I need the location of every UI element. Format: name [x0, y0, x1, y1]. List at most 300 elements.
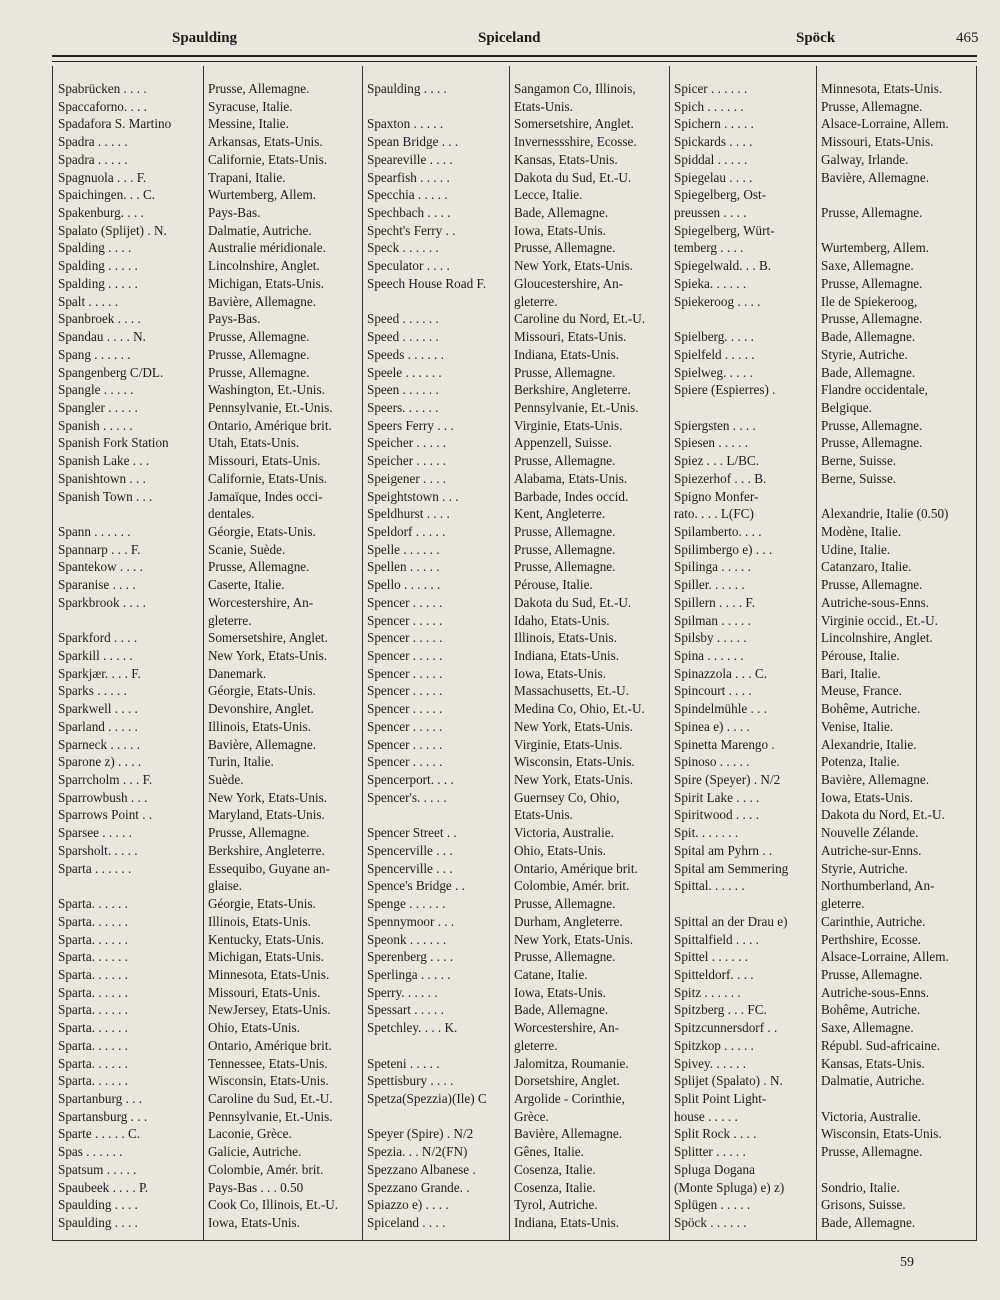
entry-location: Pennsylvanie, Et.-Unis.	[514, 399, 639, 415]
entry-location: Ohio, Etats-Unis.	[514, 842, 606, 858]
entry-location: Worcestershire, An-	[514, 1020, 620, 1036]
entry-name	[58, 612, 201, 630]
entry-name: Spettisbury . . . .	[367, 1073, 454, 1089]
entry-name: Spiergsten . . . .	[674, 417, 756, 433]
entry-name: Spiesen . . . . .	[674, 435, 748, 451]
entry-name: Spindelmühle . . .	[674, 701, 768, 717]
entry-name: Spantekow . . . .	[58, 559, 143, 575]
entry-location: Grèce.	[514, 1108, 549, 1124]
entry-name: Spetchley. . . . K.	[367, 1020, 458, 1036]
entry-name: Sparkford . . . .	[58, 630, 138, 646]
entry-location: Victoria, Australie.	[821, 1108, 921, 1124]
entry-location: Alexandrie, Italie (0.50)	[821, 506, 949, 522]
entry-name: Sperlinga . . . . .	[367, 966, 451, 982]
entry-name: Spanbroek . . . .	[58, 311, 141, 327]
entry-name	[367, 1108, 507, 1126]
entry-location: Prusse, Allemagne.	[514, 453, 616, 469]
entry-name: Sparkbrook . . . .	[58, 594, 146, 610]
entry-name: Spaulding . . . .	[58, 1197, 138, 1213]
entry-location: Prusse, Allemagne.	[208, 81, 310, 96]
entry-location: Messine, Italie.	[208, 116, 289, 132]
entry-name: Spitzberg . . . FC.	[674, 1002, 767, 1018]
entry-name: Spannarp . . . F.	[58, 541, 141, 557]
entry-name: Spetza(Spezzia)(Ile) C	[367, 1090, 487, 1106]
entry-name: Sparta . . . . . .	[58, 860, 132, 876]
entry-name: Sparta. . . . . .	[58, 966, 128, 982]
entry-name: Splijet (Spalato) . N.	[674, 1073, 783, 1089]
entry-name: Spital am Pyhrn . .	[674, 842, 773, 858]
entry-location: Caroline du Sud, Et.-U.	[208, 1090, 333, 1106]
entry-name: Specht's Ferry . .	[367, 222, 456, 238]
entry-location: Devonshire, Anglet.	[208, 701, 314, 717]
entry-name: Split Rock . . . .	[674, 1126, 757, 1142]
entry-name: Spencer . . . . .	[367, 683, 443, 699]
entry-location: Dakota du Sud, Et.-U.	[514, 169, 632, 185]
entry-location: Prusse, Allemagne.	[514, 364, 616, 380]
entry-name: preussen . . . .	[674, 205, 747, 221]
entry-location: Turin, Italie.	[208, 754, 274, 770]
column-2-names	[367, 80, 507, 1232]
entry-location: Lecce, Italie.	[514, 187, 583, 203]
entry-location: Prusse, Allemagne.	[514, 949, 616, 965]
entry-name: Spaccaforno. . . .	[58, 98, 147, 114]
entry-location: Wurtemberg, Allem.	[208, 187, 316, 203]
entry-location: Gênes, Italie.	[514, 1144, 584, 1160]
entry-location: Gloucestershire, An-	[514, 275, 624, 291]
entry-name: Spencerport. . . .	[367, 772, 454, 788]
entry-name: Speldhurst . . . .	[367, 506, 450, 522]
column-2-places	[514, 80, 667, 1232]
entry-location: Colombie, Amér. brit.	[514, 878, 630, 894]
entry-location: Sondrio, Italie.	[821, 1179, 900, 1195]
entry-location: Républ. Sud-africaine.	[821, 1037, 941, 1053]
entry-location: Argolide - Corinthie,	[514, 1090, 625, 1106]
entry-name: Spiazzo e) . . . .	[367, 1197, 449, 1213]
entry-location: Tennessee, Etats-Unis.	[208, 1055, 328, 1071]
entry-name: Spillern . . . . F.	[674, 594, 756, 610]
entry-name: Sparkjær. . . . F.	[58, 665, 141, 681]
entry-location	[821, 1090, 971, 1108]
entry-location: Iowa, Etats-Unis.	[821, 789, 913, 805]
entry-location: Jamaïque, Indes occi-	[208, 488, 323, 504]
entry-location: Bavière, Allemagne.	[208, 293, 317, 309]
entry-name: Sparland . . . . .	[58, 718, 138, 734]
column-3-places	[821, 80, 971, 1232]
entry-name: Spital am Semmering	[674, 860, 789, 876]
entry-name: Speen . . . . . .	[367, 382, 439, 398]
entry-name: Spaulding . . . .	[367, 81, 447, 96]
entry-location: Bavière, Allemagne.	[821, 772, 930, 788]
entry-name: Spilamberto. . . .	[674, 523, 762, 539]
entry-location: Bohême, Autriche.	[821, 1002, 921, 1018]
entry-name: Spitz . . . . . .	[674, 984, 741, 1000]
entry-name: Sparneck . . . . .	[58, 736, 141, 752]
entry-location: New York, Etats-Unis.	[514, 931, 634, 947]
entry-location: Alexandrie, Italie.	[821, 736, 917, 752]
entry-location: Syracuse, Italie.	[208, 98, 293, 114]
entry-name: Sparta. . . . . .	[58, 896, 128, 912]
entry-name: Spiddal . . . . .	[674, 151, 748, 167]
entry-location: Ontario, Amérique brit.	[208, 417, 332, 433]
entry-name: Spiez . . . L/BC.	[674, 453, 759, 469]
entry-location: Bavière, Allemagne.	[514, 1126, 623, 1142]
entry-location: Autriche-sur-Enns.	[821, 842, 922, 858]
entry-name: Sparks . . . . .	[58, 683, 127, 699]
entry-location: Etats-Unis.	[514, 98, 573, 114]
entry-location: Prusse, Allemagne.	[821, 577, 923, 593]
entry-location: Saxe, Allemagne.	[821, 1020, 914, 1036]
entry-name: Spabrücken . . . .	[58, 81, 147, 96]
entry-name: Spence's Bridge . .	[367, 878, 465, 894]
entry-name: Spechbach . . . .	[367, 205, 451, 221]
entry-name: Spencer . . . . .	[367, 754, 443, 770]
entry-location: New York, Etats-Unis.	[514, 772, 634, 788]
entry-location: Dalmatie, Autriche.	[208, 222, 312, 238]
entry-location: Autriche-sous-Enns.	[821, 984, 930, 1000]
entry-name: Speck . . . . . .	[367, 240, 439, 256]
entry-location: Prusse, Allemagne.	[821, 98, 923, 114]
entry-location: Californie, Etats-Unis.	[208, 151, 328, 167]
header-rule-thick	[52, 55, 977, 57]
entry-location: Catane, Italie.	[514, 966, 588, 982]
entry-location: Prusse, Allemagne.	[821, 1144, 923, 1160]
entry-location: Prusse, Allemagne.	[821, 275, 923, 291]
entry-name: Spiegelau . . . .	[674, 169, 753, 185]
entry-name	[674, 310, 814, 328]
entry-location: Prusse, Allemagne.	[514, 541, 616, 557]
entry-location: Washington, Et.-Unis.	[208, 382, 325, 398]
entry-location: Bavière, Allemagne.	[208, 736, 317, 752]
entry-location: Bade, Allemagne.	[514, 205, 609, 221]
entry-location: Massachusetts, Et.-U.	[514, 683, 630, 699]
column-1-places	[208, 80, 360, 1232]
entry-name: Sparanise . . . .	[58, 577, 136, 593]
entry-name: Speicher . . . . .	[367, 453, 447, 469]
entry-location: gleterre.	[208, 612, 252, 628]
entry-location: Berne, Suisse.	[821, 453, 897, 469]
header-left-word: Spaulding	[172, 30, 238, 46]
entry-name	[674, 399, 814, 417]
entry-name: Splitter . . . . .	[674, 1144, 746, 1160]
entry-name: Spielberg. . . . .	[674, 329, 754, 345]
entry-name: Spalding . . . . .	[58, 275, 138, 291]
entry-name: Spello . . . . . .	[367, 577, 441, 593]
entry-name: house . . . . .	[674, 1108, 738, 1124]
entry-name: Sparta. . . . . .	[58, 1037, 128, 1053]
entry-name: Speers. . . . . .	[367, 399, 439, 415]
entry-location: Maryland, Etats-Unis.	[208, 807, 325, 823]
entry-location: Northumberland, An-	[821, 878, 935, 894]
entry-name: Speculator . . . .	[367, 258, 450, 274]
entry-name: Spencerville . . .	[367, 860, 453, 876]
entry-name: Spieka. . . . . .	[674, 275, 747, 291]
entry-location: Alsace-Lorraine, Allem.	[821, 949, 949, 965]
entry-location: Suède.	[208, 772, 244, 788]
entry-name: Spöck . . . . . .	[674, 1215, 747, 1230]
column-divider	[816, 66, 817, 1240]
entry-name: Spincourt . . . .	[674, 683, 752, 699]
entry-name: Spinetta Marengo .	[674, 736, 775, 752]
entry-name: Spencerville . . .	[367, 842, 453, 858]
entry-location: New York, Etats-Unis.	[514, 718, 634, 734]
entry-location: Wisconsin, Etats-Unis.	[514, 754, 635, 770]
entry-name: Spadra . . . . .	[58, 134, 128, 150]
entry-name: Spina . . . . . .	[674, 648, 744, 663]
entry-location: Alabama, Etats-Unis.	[514, 470, 628, 486]
entry-name: Spalding . . . . .	[58, 258, 138, 274]
entry-location: Bade, Allemagne.	[821, 329, 916, 345]
entry-location: Bari, Italie.	[821, 665, 881, 681]
entry-location: Caserte, Italie.	[208, 577, 285, 593]
entry-name: Sparta. . . . . .	[58, 1055, 128, 1071]
entry-location: New York, Etats-Unis.	[208, 648, 328, 663]
entry-location: Pérouse, Italie.	[514, 577, 593, 593]
entry-name: rato. . . . L(FC)	[674, 506, 754, 522]
entry-location: Berkshire, Angleterre.	[514, 382, 631, 398]
entry-location: Dalmatie, Autriche.	[821, 1073, 925, 1089]
entry-name: Spirit Lake . . . .	[674, 789, 760, 805]
entry-location: Belgique.	[821, 399, 872, 415]
entry-name: Sparta. . . . . .	[58, 1020, 128, 1036]
entry-location: Scanie, Suède.	[208, 541, 286, 557]
entry-location: Iowa, Etats-Unis.	[514, 665, 606, 681]
entry-name: Spittel . . . . . .	[674, 949, 748, 965]
entry-name: Spilinga . . . . .	[674, 559, 751, 575]
entry-location: Catanzaro, Italie.	[821, 559, 912, 575]
entry-location: Barbade, Indes occid.	[514, 488, 629, 504]
column-3-names	[674, 80, 814, 1232]
entry-location: Lincolnshire, Anglet.	[208, 258, 320, 274]
entry-name: Spellen . . . . .	[367, 559, 440, 575]
signature-number: 59	[900, 1255, 914, 1270]
entry-location: Prusse, Allemagne.	[821, 435, 923, 451]
entry-location: Venise, Italie.	[821, 718, 894, 734]
entry-location: Danemark.	[208, 665, 267, 681]
entry-location: Potenza, Italie.	[821, 754, 900, 770]
entry-name: Spiegelberg, Ost-	[674, 187, 767, 203]
entry-location: Carinthie, Autriche.	[821, 913, 926, 929]
entry-name: Spadafora S. Martino	[58, 116, 172, 132]
entry-name: Spiritwood . . . .	[674, 807, 759, 823]
entry-name: temberg . . . .	[674, 240, 744, 256]
entry-name: Sparta. . . . . .	[58, 913, 128, 929]
entry-name: Speyer (Spire) . N/2	[367, 1126, 474, 1142]
entry-location: Indiana, Etats-Unis.	[514, 346, 620, 362]
entry-location: glaise.	[208, 878, 243, 894]
entry-name: Spencer . . . . .	[367, 594, 443, 610]
entry-location: New York, Etats-Unis.	[208, 789, 328, 805]
entry-location	[821, 488, 971, 506]
entry-name: Spelle . . . . . .	[367, 541, 440, 557]
entry-name: Spielfeld . . . . .	[674, 346, 755, 362]
entry-name: Splügen . . . . .	[674, 1197, 751, 1213]
entry-name	[674, 895, 814, 913]
entry-name: Spittalfield . . . .	[674, 931, 759, 947]
entry-name: Spagnuola . . . F.	[58, 169, 147, 185]
entry-location: Pays-Bas.	[208, 311, 261, 327]
entry-location: Udine, Italie.	[821, 541, 891, 557]
entry-location: Prusse, Allemagne.	[514, 559, 616, 575]
header-center-word: Spiceland	[478, 30, 541, 46]
entry-name: Speonk . . . . . .	[367, 931, 447, 947]
entry-name: Spittal an der Drau e)	[674, 913, 788, 929]
entry-name: Sparta. . . . . .	[58, 984, 128, 1000]
entry-location: Prusse, Allemagne.	[208, 559, 310, 575]
entry-location: Géorgie, Etats-Unis.	[208, 523, 316, 539]
entry-name	[367, 98, 507, 116]
entry-location: Prusse, Allemagne.	[208, 329, 310, 345]
entry-location: Prusse, Allemagne.	[821, 417, 923, 433]
entry-location: Arkansas, Etats-Unis.	[208, 134, 323, 150]
entry-location: Worcestershire, An-	[208, 594, 314, 610]
entry-name: Spitteldorf. . . .	[674, 966, 754, 982]
entry-location: Caroline du Nord, Et.-U.	[514, 311, 646, 327]
entry-location: Virginie occid., Et.-U.	[821, 612, 938, 628]
entry-name: Spiller. . . . . .	[674, 577, 745, 593]
entry-name: Speicher . . . . .	[367, 435, 447, 451]
entry-location: Kentucky, Etats-Unis.	[208, 931, 324, 947]
entry-name: Spanish Fork Station	[58, 435, 169, 451]
entry-name: Speteni . . . . .	[367, 1055, 440, 1071]
entry-name: Spakenburg. . . .	[58, 205, 144, 221]
entry-name: Sperenberg . . . .	[367, 949, 454, 965]
entry-location: Wurtemberg, Allem.	[821, 240, 929, 256]
entry-location	[821, 222, 971, 240]
entry-location: Saxe, Allemagne.	[821, 258, 914, 274]
entry-name: Sparone z) . . . .	[58, 754, 142, 770]
entry-name: Spandau . . . . N.	[58, 329, 146, 345]
entry-name: Sparte . . . . . C.	[58, 1126, 141, 1142]
entry-name: Spencer . . . . .	[367, 665, 443, 681]
entry-name: Spiekeroog . . . .	[674, 293, 761, 309]
entry-location: Illinois, Etats-Unis.	[208, 913, 311, 929]
entry-name: (Monte Spluga) e) z)	[674, 1179, 785, 1195]
entry-location: Iowa, Etats-Unis.	[208, 1215, 300, 1230]
entry-location: Dakota du Nord, Et.-U.	[821, 807, 945, 823]
entry-location: Pennsylvanie, Et.-Unis.	[208, 1108, 333, 1124]
column-divider	[362, 66, 363, 1240]
entry-location: Indiana, Etats-Unis.	[514, 1215, 620, 1230]
entry-location: Styrie, Autriche.	[821, 860, 908, 876]
entry-location: Etats-Unis.	[514, 807, 573, 823]
entry-location: Meuse, France.	[821, 683, 902, 699]
entry-name: Spinea e) . . . .	[674, 718, 750, 734]
entry-name: Spinazzola . . . C.	[674, 665, 768, 681]
entry-name	[367, 293, 507, 311]
entry-location: Utah, Etats-Unis.	[208, 435, 300, 451]
entry-name: Sparsee . . . . .	[58, 825, 132, 841]
entry-name: Spaxton . . . . .	[367, 116, 444, 132]
entry-location: Missouri, Etats-Unis.	[208, 984, 321, 1000]
entry-location: Pays-Bas.	[208, 205, 261, 221]
entry-name: Spire (Speyer) . N/2	[674, 772, 781, 788]
entry-name: Sparrcholm . . . F.	[58, 772, 153, 788]
entry-location: Prusse, Allemagne.	[514, 240, 616, 256]
entry-name: Spadra . . . . .	[58, 151, 128, 167]
entry-location: Prusse, Allemagne.	[821, 966, 923, 982]
entry-location: Prusse, Allemagne.	[821, 311, 923, 327]
entry-location: Bade, Allemagne.	[821, 364, 916, 380]
entry-location: Prusse, Allemagne.	[821, 205, 923, 221]
entry-location: Jalomitza, Roumanie.	[514, 1055, 629, 1071]
entry-location: Prusse, Allemagne.	[208, 364, 310, 380]
entry-name: Sparta. . . . . .	[58, 931, 128, 947]
entry-location: Missouri, Etats-Unis.	[821, 134, 934, 150]
entry-location: Prusse, Allemagne.	[514, 896, 616, 912]
entry-name: Spicer . . . . . .	[674, 81, 748, 96]
entry-location: Ontario, Amérique brit.	[208, 1037, 332, 1053]
entry-name: Spartanburg . . .	[58, 1090, 142, 1106]
entry-name: Spickards . . . .	[674, 134, 753, 150]
entry-name: Spencer . . . . .	[367, 718, 443, 734]
entry-location: Virginie, Etats-Unis.	[514, 417, 623, 433]
entry-name: Spezia. . . N/2(FN)	[367, 1144, 468, 1160]
entry-name: Sparkwell . . . .	[58, 701, 138, 717]
entry-location: Berkshire, Angleterre.	[208, 842, 325, 858]
entry-location: Kent, Angleterre.	[514, 506, 606, 522]
entry-name: Spluga Dogana	[674, 1161, 755, 1177]
entry-name: Split Point Light-	[674, 1090, 767, 1106]
entry-location: Cook Co, Illinois, Et.-U.	[208, 1197, 339, 1213]
entry-name: Speareville . . . .	[367, 151, 453, 167]
entry-location: Galway, Irlande.	[821, 151, 909, 167]
entry-location: Indiana, Etats-Unis.	[514, 648, 620, 663]
entry-name: Spas . . . . . .	[58, 1144, 123, 1160]
running-header	[0, 26, 1000, 50]
entry-name: Spittal. . . . . .	[674, 878, 745, 894]
entry-name: Speightstown . . .	[367, 488, 459, 504]
entry-name: Speech House Road F.	[367, 275, 487, 291]
entry-location: Géorgie, Etats-Unis.	[208, 683, 316, 699]
entry-location: Appenzell, Suisse.	[514, 435, 612, 451]
entry-location: Minnesota, Etats-Unis.	[208, 966, 330, 982]
entry-name: Spit. . . . . . .	[674, 825, 739, 841]
entry-location: Wisconsin, Etats-Unis.	[208, 1073, 329, 1089]
entry-location: Pennsylvanie, Et.-Unis.	[208, 399, 333, 415]
entry-location: Ontario, Amérique brit.	[514, 860, 638, 876]
entry-name: Spenge . . . . . .	[367, 896, 446, 912]
entry-location: Ohio, Etats-Unis.	[208, 1020, 300, 1036]
entry-location: Durham, Angleterre.	[514, 913, 623, 929]
entry-name: Spanish Town . . .	[58, 488, 153, 504]
entry-location: Dakota du Sud, Et.-U.	[514, 594, 632, 610]
entry-name: Sparrowbush . . .	[58, 789, 148, 805]
entry-name: Spencer Street . .	[367, 825, 457, 841]
entry-location: Prusse, Allemagne.	[208, 346, 310, 362]
entry-name: Sparta. . . . . .	[58, 1002, 128, 1018]
entry-name: Spilsby . . . . .	[674, 630, 747, 646]
entry-name: Spanish Lake . . .	[58, 453, 150, 469]
entry-name: Spangler . . . . .	[58, 399, 138, 415]
entry-location: Pérouse, Italie.	[821, 648, 900, 663]
entry-name: Spanishtown . . .	[58, 470, 146, 486]
entry-name: Speigener . . . .	[367, 470, 447, 486]
entry-location: Berne, Suisse.	[821, 470, 897, 486]
entry-name: Spiere (Espierres) .	[674, 382, 776, 398]
entry-name	[367, 806, 507, 824]
entry-name	[58, 505, 201, 523]
entry-location: Invernessshire, Ecosse.	[514, 134, 637, 150]
entry-name: Sparrows Point . .	[58, 807, 153, 823]
entry-name: Spanish . . . . .	[58, 417, 133, 433]
entry-name: Spearfish . . . . .	[367, 169, 450, 185]
entry-name: Spessart . . . . .	[367, 1002, 444, 1018]
entry-name: Spezzano Albanese .	[367, 1161, 476, 1177]
entry-name: Spalato (Splijet) . N.	[58, 222, 167, 238]
entry-name: Spartansburg . . .	[58, 1108, 148, 1124]
column-divider	[669, 66, 670, 1240]
entry-location: Idaho, Etats-Unis.	[514, 612, 610, 628]
